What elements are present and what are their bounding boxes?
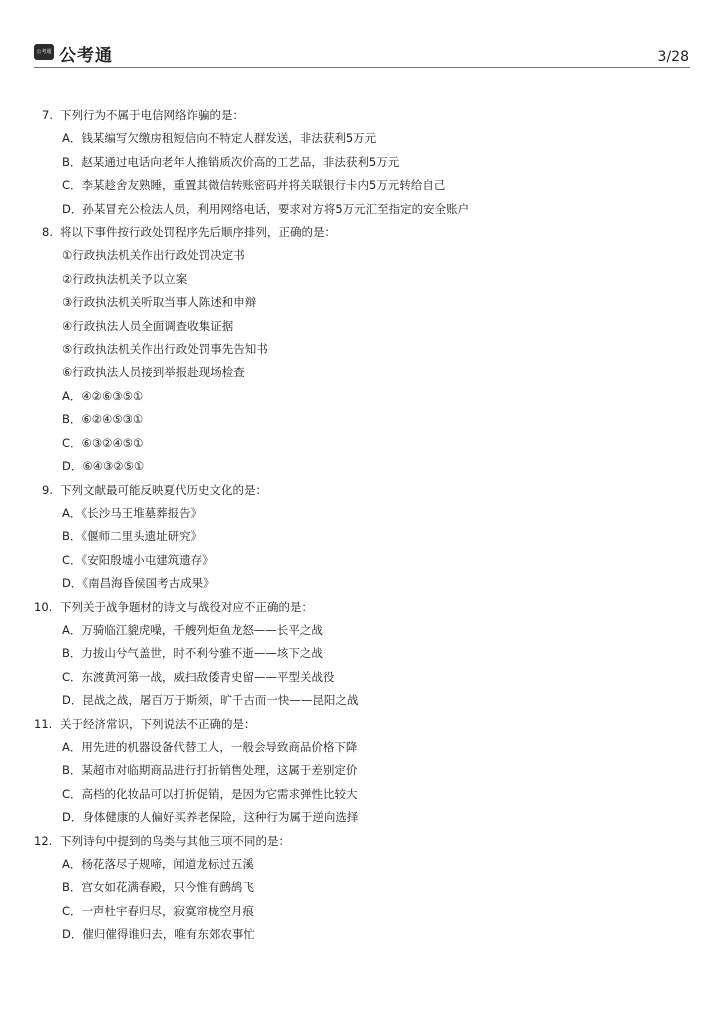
page-number: 3/28: [657, 49, 689, 65]
answer-option: C．一声杜宇春归尽，寂寞帘栊空月痕: [62, 903, 255, 918]
statement-item: ④行政执法人员全面调查收集证据: [62, 318, 234, 333]
question-number: 8.: [42, 225, 53, 240]
answer-option: B．宫女如花满春殿，只今惟有鹧鸪飞: [62, 880, 254, 895]
answer-option: B．力拔山兮气盖世，时不利兮骓不逝——垓下之战: [62, 646, 323, 661]
answer-option: A．④②⑥③⑤①: [62, 388, 144, 403]
answer-option: D．《南昌海昏侯国考古成果》: [62, 576, 215, 591]
answer-option: D．孙某冒充公检法人员，利用网络电话，要求对方将5万元汇至指定的安全账户: [62, 201, 470, 216]
answer-option: B．某超市对临期商品进行打折销售处理，这属于差别定价: [62, 763, 358, 778]
statement-item: ②行政执法机关予以立案: [62, 271, 188, 286]
answer-option: D．昆战之战，屠百万于斯须，旷千古而一快——昆阳之战: [62, 693, 359, 708]
answer-option: B．《偃师二里头遗址研究》: [62, 529, 203, 544]
question-stem: [0, 713, 724, 736]
question-11: [0, 713, 724, 830]
question-stem: [0, 830, 724, 853]
question-stem: [0, 596, 724, 619]
question-8: [0, 221, 724, 478]
question-number: 7.: [42, 108, 53, 122]
answer-option: C．高档的化妆品可以打折促销，是因为它需求弹性比较大: [62, 786, 358, 801]
question-text: 下列关于战争题材的诗文与战役对应不正确的是：: [60, 599, 313, 614]
question-stem: [0, 104, 724, 127]
question-stem: [0, 479, 724, 502]
question-12: [0, 830, 724, 947]
question-10: [0, 596, 724, 713]
header-divider: [34, 67, 690, 68]
answer-option: A．用先进的机器设备代替工人，一般会导致商品价格下降: [62, 739, 358, 754]
question-number: 10.: [34, 599, 53, 614]
question-7: [0, 104, 724, 221]
question-list: [0, 104, 724, 947]
question-9: [0, 479, 724, 596]
answer-option: C．⑥③②④⑤①: [62, 435, 144, 450]
logo-icon: 公考通: [34, 44, 54, 60]
question-number: 11.: [34, 716, 53, 731]
answer-option: C．《安阳殷墟小屯建筑遗存》: [62, 552, 214, 567]
question-number: 9.: [42, 482, 53, 497]
question-text: 关于经济常识，下列说法不正确的是：: [60, 716, 256, 731]
question-text: 下列文献最可能反映夏代历史文化的是：: [60, 482, 267, 497]
statement-item: ⑥行政执法人员接到举报赴现场检查: [62, 365, 245, 380]
question-text: 下列行为不属于电信网络诈骗的是：: [60, 108, 244, 122]
question-number: 12.: [34, 833, 53, 848]
answer-option: B．赵某通过电话向老年人推销质次价高的工艺品，非法获利5万元: [62, 154, 400, 169]
statement-item: ③行政执法机关听取当事人陈述和申辩: [62, 295, 257, 310]
answer-option: B．⑥②④⑤③①: [62, 412, 144, 427]
answer-option: D．催归催得谁归去，唯有东郊农事忙: [62, 927, 255, 942]
answer-option: A．《长沙马王堆墓葬报告》: [62, 505, 203, 520]
page-header: [0, 0, 724, 70]
logo-text: 公考通: [59, 46, 113, 66]
answer-option: C．李某趁舍友熟睡，重置其微信转账密码并将关联银行卡内5万元转给自己: [62, 178, 446, 193]
answer-option: C．东渡黄河第一战，威扫敌倭青史留——平型关战役: [62, 669, 335, 684]
answer-option: A．杨花落尽子规啼，闻道龙标过五溪: [62, 857, 254, 871]
answer-option: A．万骑临江貔虎噪，千艘列炬鱼龙怒——长平之战: [62, 622, 323, 637]
question-text: 下列诗句中提到的鸟类与其他三项不同的是：: [60, 833, 290, 848]
question-text: 将以下事件按行政处罚程序先后顺序排列，正确的是：: [60, 225, 336, 240]
statement-item: ①行政执法机关作出行政处罚决定书: [62, 248, 245, 263]
answer-option: A．钱某编写欠缴房租短信向不特定人群发送，非法获利5万元: [62, 131, 377, 146]
statement-item: ⑤行政执法机关作出行政处罚事先告知书: [62, 342, 268, 357]
answer-option: D．身体健康的人偏好买养老保险，这种行为属于逆向选择: [62, 810, 359, 825]
answer-option: D．⑥④③②⑤①: [62, 459, 145, 474]
question-stem: [0, 221, 724, 244]
